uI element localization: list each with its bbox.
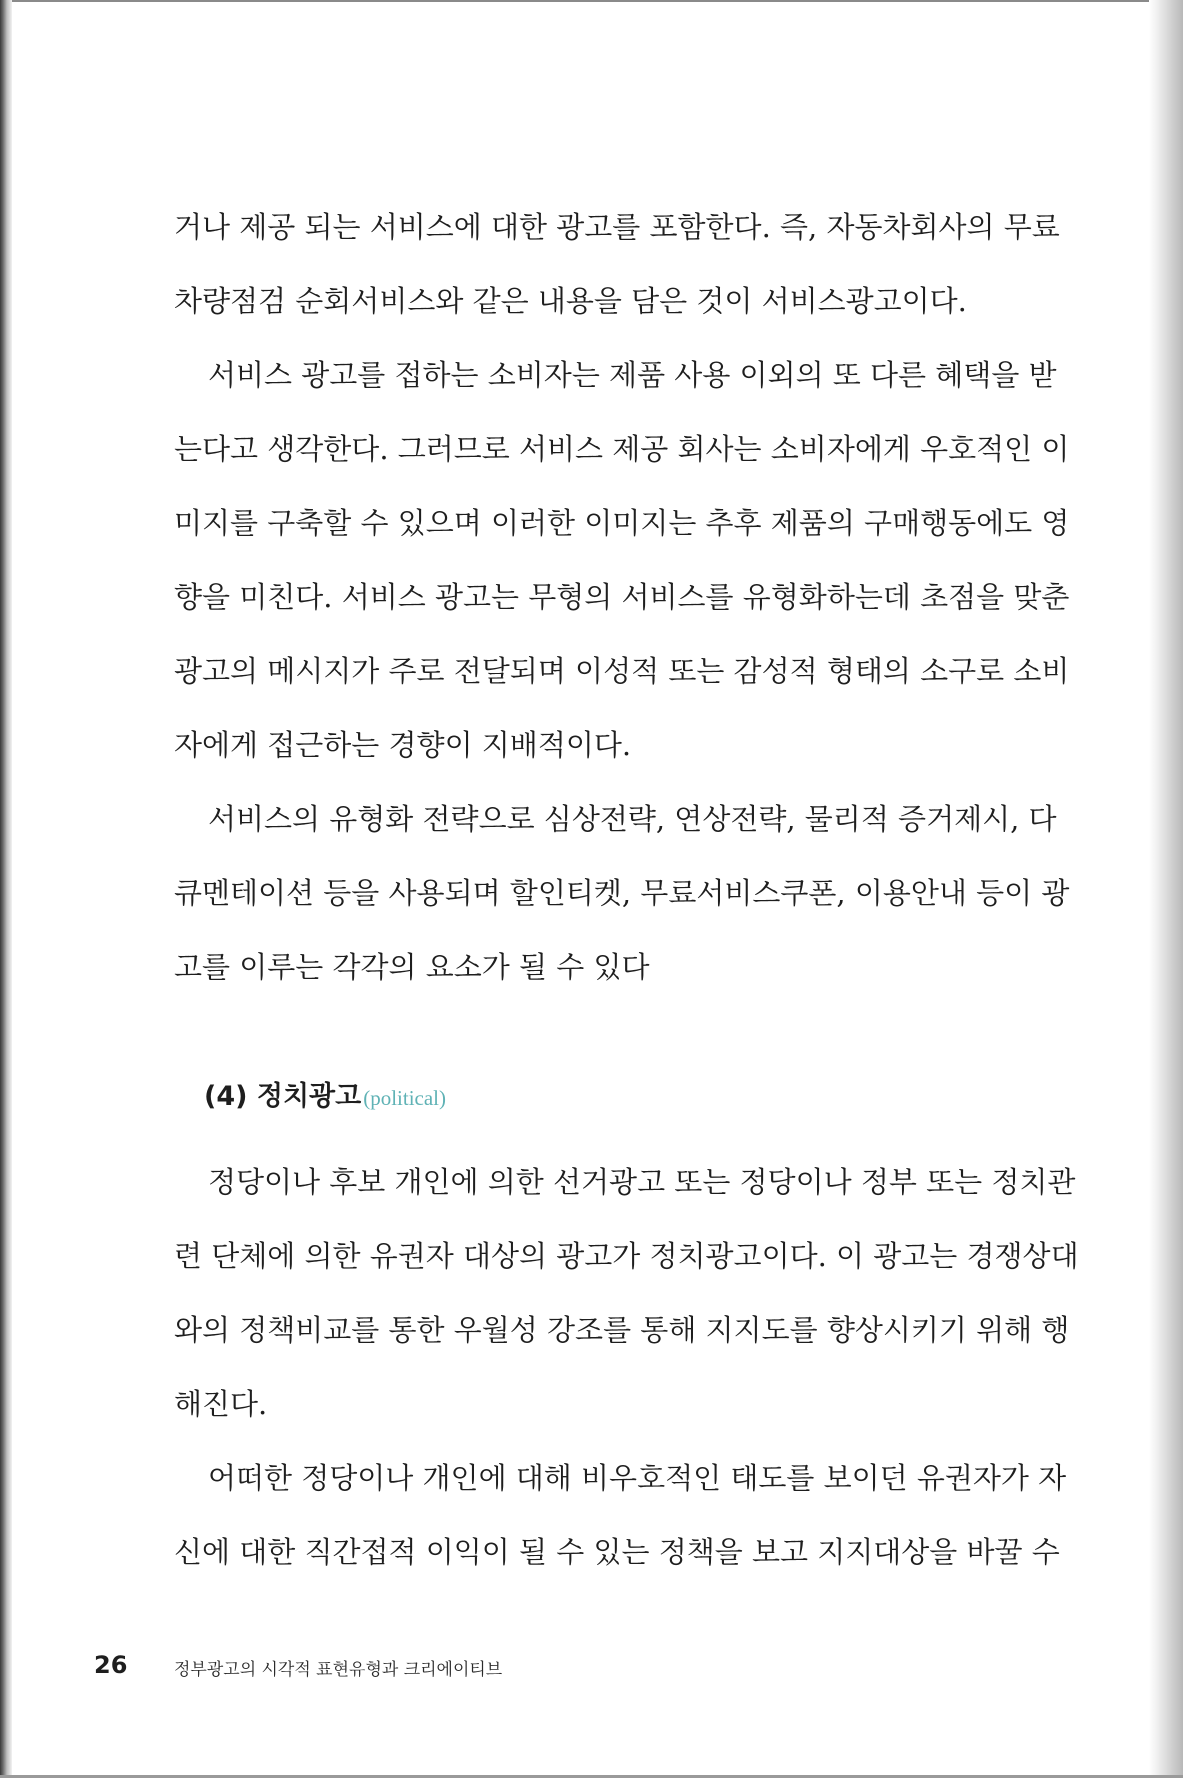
text-line: 광고의 메시지가 주로 전달되며 이성적 또는 감성적 형태의 소구로 소비: [174, 654, 1070, 688]
text-line: 어떠한 정당이나 개인에 대해 비우호적인 태도를 보이던 유권자가 자: [208, 1461, 1067, 1495]
body-text-upper: [174, 190, 1070, 1004]
section-heading: [204, 1074, 446, 1113]
text-line: 정당이나 후보 개인에 의한 선거광고 또는 정당이나 정부 또는 정치관: [208, 1165, 1076, 1199]
section-heading-subtitle: (political): [363, 1086, 447, 1110]
page-binding-shadow: [0, 0, 12, 1778]
text-line: 신에 대한 직간접적 이익이 될 수 있는 정책을 보고 지지대상을 바꿀 수: [174, 1535, 1060, 1569]
running-title: 정부광고의 시각적 표현유형과 크리에이티브: [174, 1660, 503, 1680]
text-line: 련 단체에 의한 유권자 대상의 광고가 정치광고이다. 이 광고는 경쟁상대: [174, 1239, 1079, 1273]
section-heading-title: (4) 정치광고: [204, 1081, 362, 1112]
text-line: 는다고 생각한다. 그러므로 서비스 제공 회사는 소비자에게 우호적인 이: [174, 432, 1070, 466]
paragraph-service-ad-continued: [174, 190, 1060, 338]
page-right-shadow: [1149, 0, 1183, 1778]
page-number: 26: [94, 1651, 128, 1679]
text-line: 자에게 접근하는 경향이 지배적이다.: [174, 728, 632, 762]
paragraph-service-ad-benefit: [174, 338, 1070, 782]
body-text-lower: [174, 1145, 1079, 1589]
text-line: 거나 제공 되는 서비스에 대한 광고를 포함한다. 즉, 자동차회사의 무료: [174, 210, 1060, 244]
text-line: 차량점검 순회서비스와 같은 내용을 담은 것이 서비스광고이다.: [174, 284, 967, 318]
text-line: 향을 미친다. 서비스 광고는 무형의 서비스를 유형화하는데 초점을 맞춘: [174, 580, 1070, 614]
text-line: 큐멘테이션 등을 사용되며 할인티켓, 무료서비스쿠폰, 이용안내 등이 광: [174, 876, 1070, 910]
text-line: 해진다.: [174, 1387, 268, 1421]
text-line: 와의 정책비교를 통한 우월성 강조를 통해 지지도를 향상시키기 위해 행: [174, 1313, 1070, 1347]
text-line: 고를 이루는 각각의 요소가 될 수 있다: [174, 950, 650, 984]
text-line: 미지를 구축할 수 있으며 이러한 이미지는 추후 제품의 구매행동에도 영: [174, 506, 1070, 540]
text-line: 서비스의 유형화 전략으로 심상전략, 연상전략, 물리적 증거제시, 다: [208, 802, 1057, 836]
paragraph-political-ad-definition: [174, 1145, 1079, 1441]
page-top-edge: [0, 0, 1183, 2]
paragraph-political-ad-voters: [174, 1441, 1067, 1589]
paragraph-service-tangibility: [174, 782, 1070, 1004]
text-line: 서비스 광고를 접하는 소비자는 제품 사용 이외의 또 다른 혜택을 받: [208, 358, 1057, 392]
